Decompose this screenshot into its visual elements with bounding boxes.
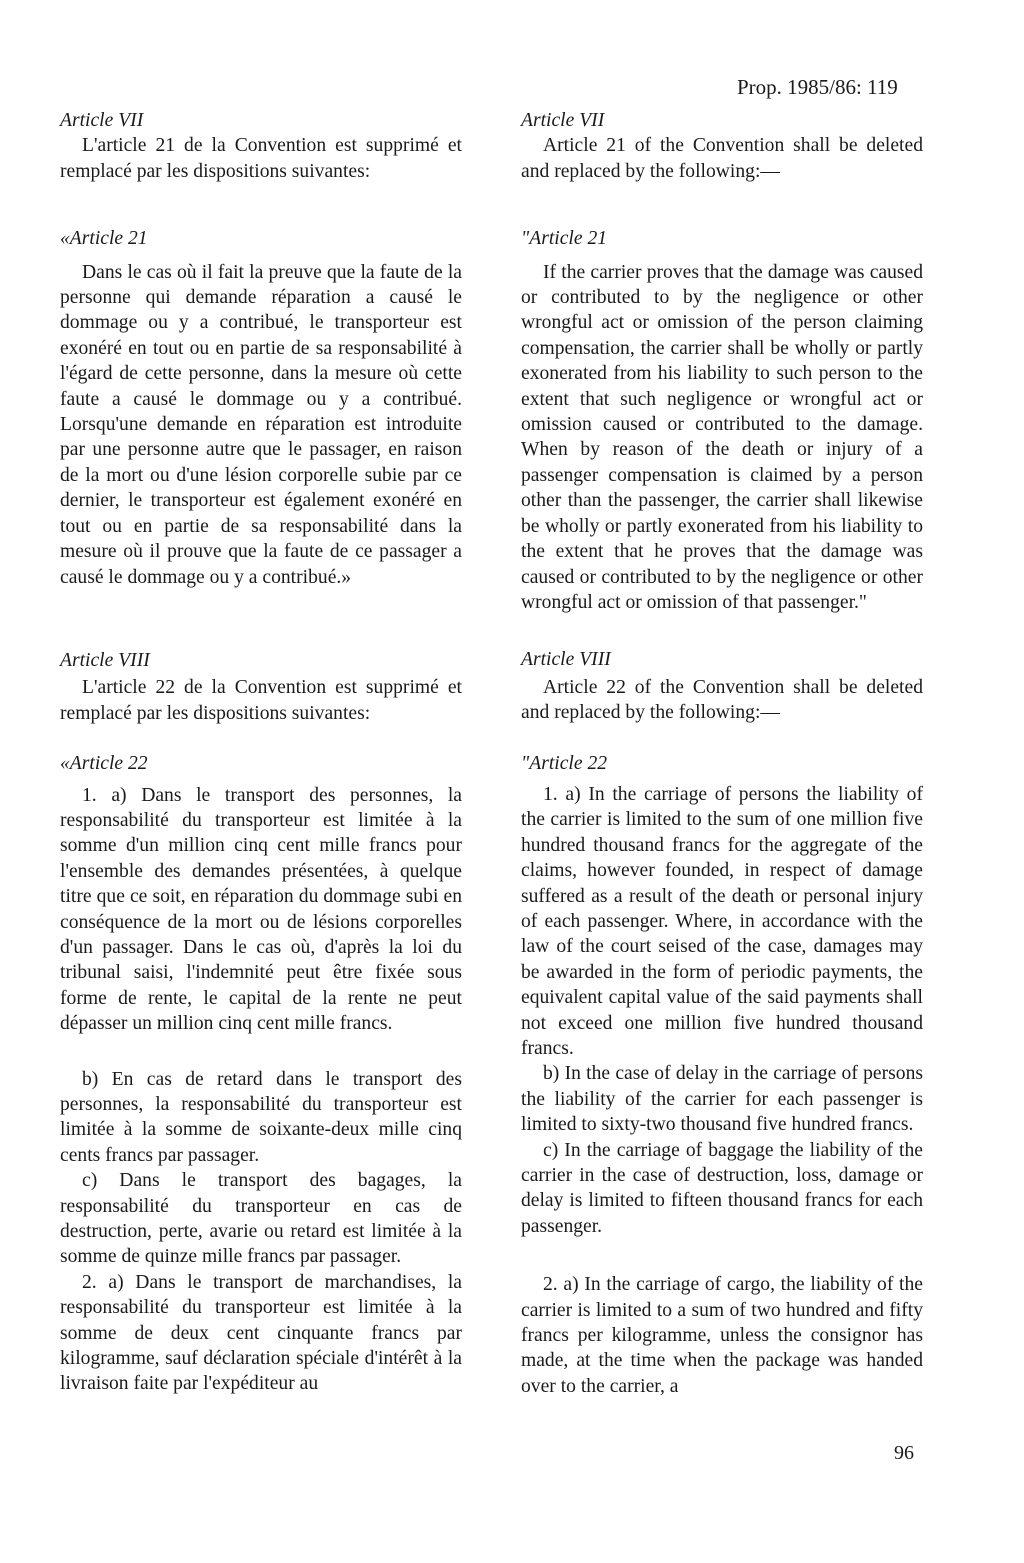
fr-article-7-heading: Article VII — [60, 110, 144, 131]
en-article-7-intro: Article 21 of the Convention shall be deleted and replaced by the following:— — [521, 135, 923, 182]
en-article-22-heading: "Article 22 — [521, 752, 608, 774]
en-article-21-heading: "Article 21 — [521, 228, 608, 250]
en-article-21-text: If the carrier proves that the damage was caused or contributed to by the negligence or other wrongful act or omission of the person claiming compensation, the carrier shall be wholly or partly exonerated from his liability to such person to the extent that such negligence or wrongful act or omission caused or contributed to the damage. When by reason of the death or injury of a passenger compensation is claimed by a person other than the passenger, the carrier shall likewise be wholly or partly exonerated from his liability to the extent that he proves that the damage was caused or contributed to by the negligence or other wrongful act or omission of that passenger." — [521, 261, 923, 613]
en-article-8-heading: Article VIII — [521, 649, 611, 671]
page-number: 96 — [894, 1442, 914, 1464]
en-article-8-intro: Article 22 of the Convention shall be deleted and replaced by the following:— — [521, 676, 923, 724]
fr-article-22-heading: «Article 22 — [60, 753, 148, 775]
fr-article-8-intro: L'article 22 de la Convention est supprimé et remplacé par les dispositions suivantes: — [60, 677, 462, 724]
fr-article-8-heading: Article VIII — [60, 649, 150, 671]
en-article-7-heading: Article VII — [521, 110, 605, 131]
en-para-1c: c) In the carriage of baggage the liability of the carrier in the case of destruction, loss, damage or delay is limited to fifteen thousand francs for each passenger. — [521, 1139, 923, 1237]
fr-para-1c: c) Dans le transport des bagages, la responsabilité du transporteur en cas de destruction, perte, avarie ou retard est limitée à la somme de quinze mille francs par passager. — [60, 1170, 462, 1268]
en-para-1b: b) In the case of delay in the carriage of persons the liability of the carrier for each passenger is limited to sixty-two thousand five hundred francs. — [521, 1063, 923, 1136]
fr-para-2a: 2. a) Dans le transport de marchandises, la responsabilité du transporteur est limitée à la somme de deux cent cinquante francs par kilogramme, sauf déclaration spéciale d'intérêt à la livraison faite par l'expéditeur au — [60, 1271, 462, 1395]
english-column — [521, 108, 923, 1399]
fr-para-1b: b) En cas de retard dans le transport des personnes, la responsabilité du transporteur est limitée à la somme de soixante-deux mille cinq cents francs par passager. — [60, 1068, 462, 1166]
en-para-2a: 2. a) In the carriage of cargo, the liability of the carrier is limited to a sum of two hundred and fifty francs per kilogramme, unless the consignor has made, at the time when the package was handed over to the carrier, a — [521, 1274, 923, 1397]
french-column — [60, 108, 462, 1397]
en-para-1a: 1. a) In the carriage of persons the liability of the carrier is limited to the sum of one million five hundred thousand francs for the aggregate of the claims, however founded, in respect of damage suffered as a result of the death or personal injury of each passenger. Where, in accordance with the law of the court seised of the case, damages may be awarded in the form of periodic payments, the equivalent capital value of the said payments shall not exceed one million five hundred thousand francs. — [521, 783, 923, 1059]
fr-article-7-intro: L'article 21 de la Convention est supprimé et remplacé par les dispositions suivantes: — [60, 135, 462, 182]
fr-article-21-heading: «Article 21 — [60, 228, 148, 250]
page-header: Prop. 1985/86: 119 — [737, 75, 898, 99]
fr-article-21-text: Dans le cas où il fait la preuve que la faute de la personne qui demande réparation a causé le dommage ou y a contribué, le transporteur est exonéré en tout ou en partie de sa responsabilité à l'égard de cette personne, dans la mesure où cette faute a causé le dommage ou y a contribué. Lorsqu'une demande en réparation est introduite par une personne autre que le passager, en raison de la mort ou d'une lésion corporelle subie par ce dernier, le transporteur est également exonéré en tout ou en partie de sa responsabilité dans la mesure où il prouve que la faute de ce passager a causé le dommage ou y a contribué.» — [60, 261, 462, 588]
fr-para-1a: 1. a) Dans le transport des personnes, la responsabilité du transporteur est limitée à la somme d'un million cinq cent mille francs pour l'ensemble des demandes présentées, à quelque titre que ce soit, en réparation du dommage subi en conséquence de la mort ou de lésions corporelles d'un passager. Dans le cas où, d'après la loi du tribunal saisi, l'indemnité peut être fixée sous forme de rente, le capital de la rente ne peut dépasser un million cinq cent mille francs. — [60, 784, 462, 1035]
